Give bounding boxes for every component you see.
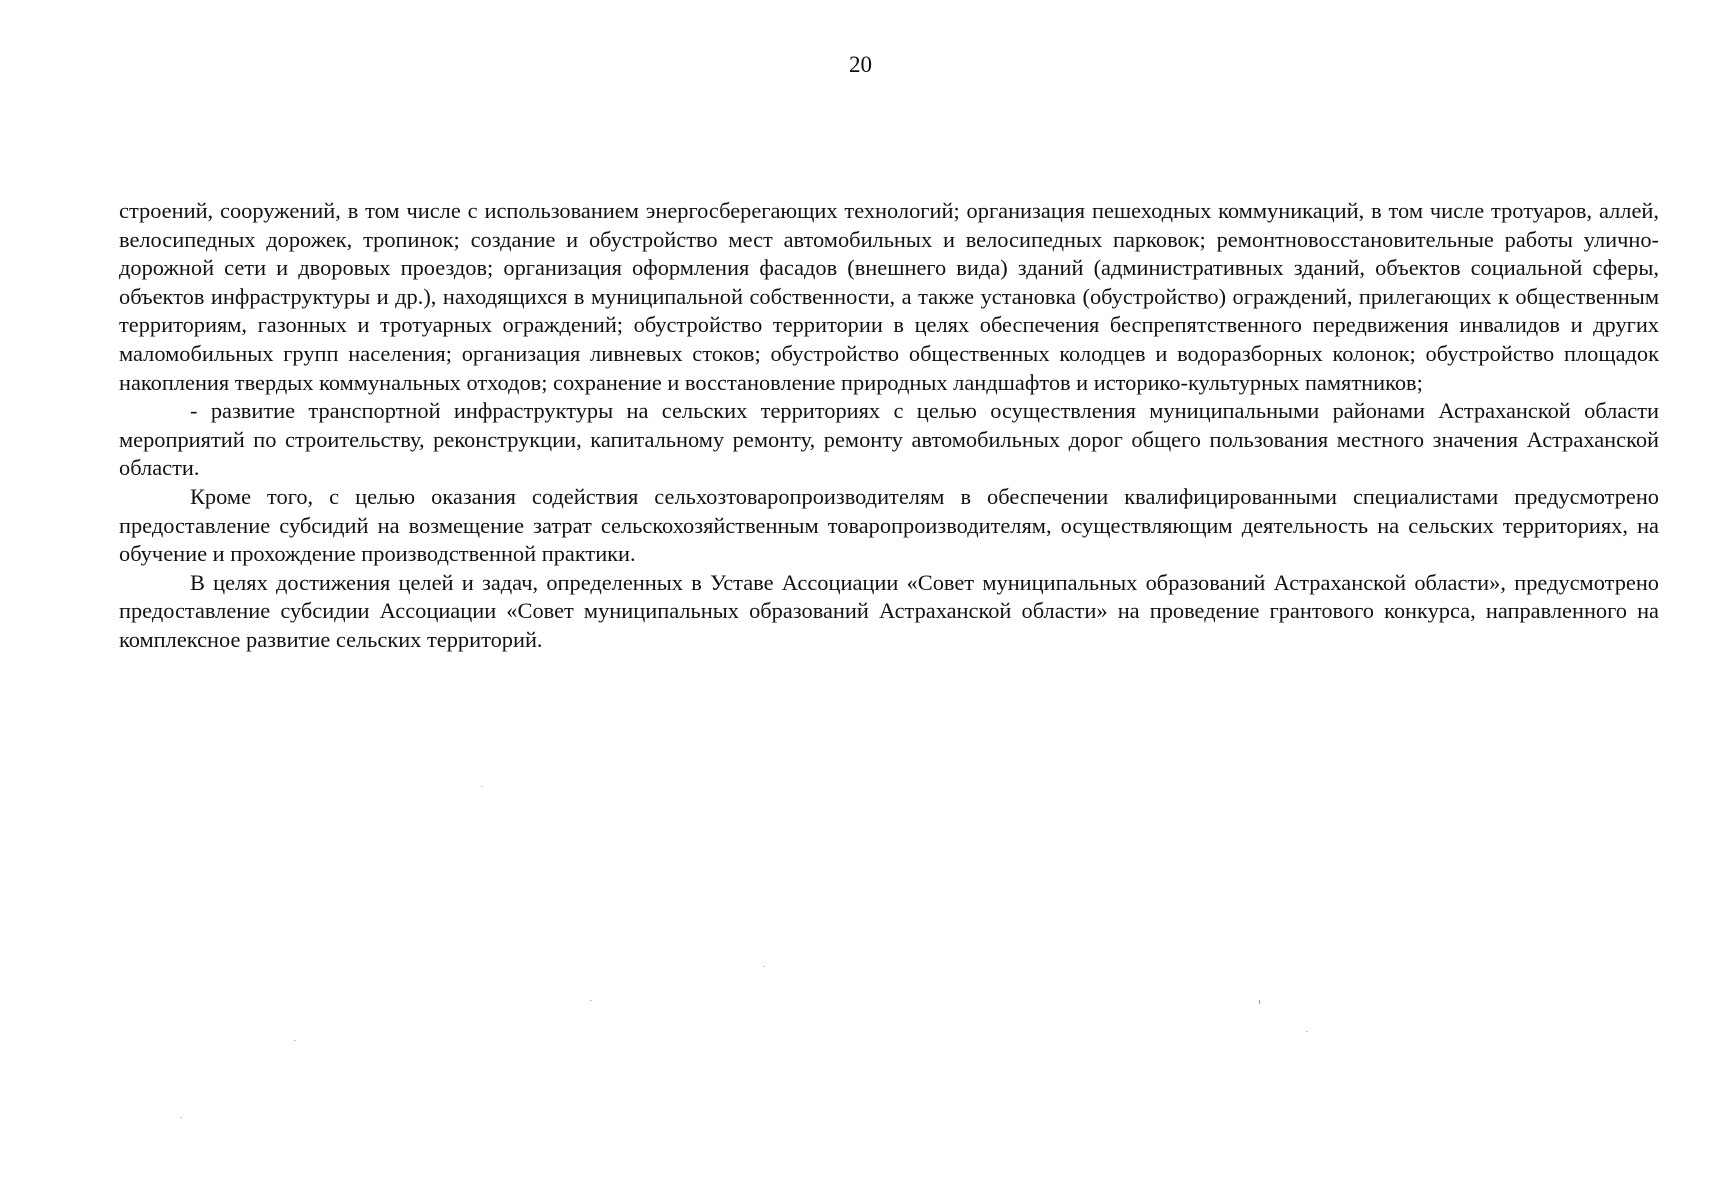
paragraph-1: строений, сооружений, в том числе с использованием энергосберегающих технологий; организация пешеходных коммуникаций, в том числе тротуаров, аллей, велосипедных дорожек, тропинок; создание и обустройство мест автомобильных и велосипедных парковок; ремонтновосстановительные работы улично-дорожной сети и дворовых проездов; организация оформления фасадов (внешнего вида) зданий (административных зданий, объектов социальной сферы, объектов инфраструктуры и др.), находящихся в муниципальной собственности, а также установка (обустройство) ограждений, прилегающих к общественным территориям, газонных и тротуарных ограждений; обустройство территории в целях обеспечения беспрепятственного передвижения инвалидов и других маломобильных групп населения; организация ливневых стоков; обустройство общественных колодцев и водоразборных колонок; обустройство площадок накопления твердых коммунальных отходов; сохранение и восстановление природных ландшафтов и историко-культурных памятников; <box>119 198 1659 395</box>
paragraph-4: В целях достижения целей и задач, определенных в Уставе Ассоциации «Совет муниципальных образований Астраханской области», предусмотрено предоставление субсидии Ассоциации «Совет муниципальных образований Астраханской области» на проведение грантового конкурса, направленного на комплексное развитие сельских территорий. <box>119 569 1659 652</box>
page-number: 20 <box>849 52 872 77</box>
scan-speck <box>481 786 483 787</box>
scan-speck <box>1306 1031 1308 1032</box>
document-body <box>119 197 1659 655</box>
scan-speck <box>763 966 765 967</box>
scan-speck <box>1259 1000 1260 1004</box>
scan-speck <box>180 1117 182 1118</box>
scan-speck <box>294 1040 296 1041</box>
paragraph-3: Кроме того, с целью оказания содействия сельхозтоваропроизводителям в обеспечении квалифицированными специалистами предусмотрено предоставление субсидий на возмещение затрат сельскохозяйственным товаропроизводителям, осуществляющим деятельность на сельских территориях, на обучение и прохождение производственной практики. <box>119 483 1659 567</box>
paragraph-2: - развитие транспортной инфраструктуры на сельских территориях с целью осуществления муниципальными районами Астраханской области мероприятий по строительству, реконструкции, капитальному ремонту, ремонту автомобильных дорог общего пользования местного значения Астраханской области. <box>119 398 1659 481</box>
scan-speck <box>590 1000 592 1001</box>
